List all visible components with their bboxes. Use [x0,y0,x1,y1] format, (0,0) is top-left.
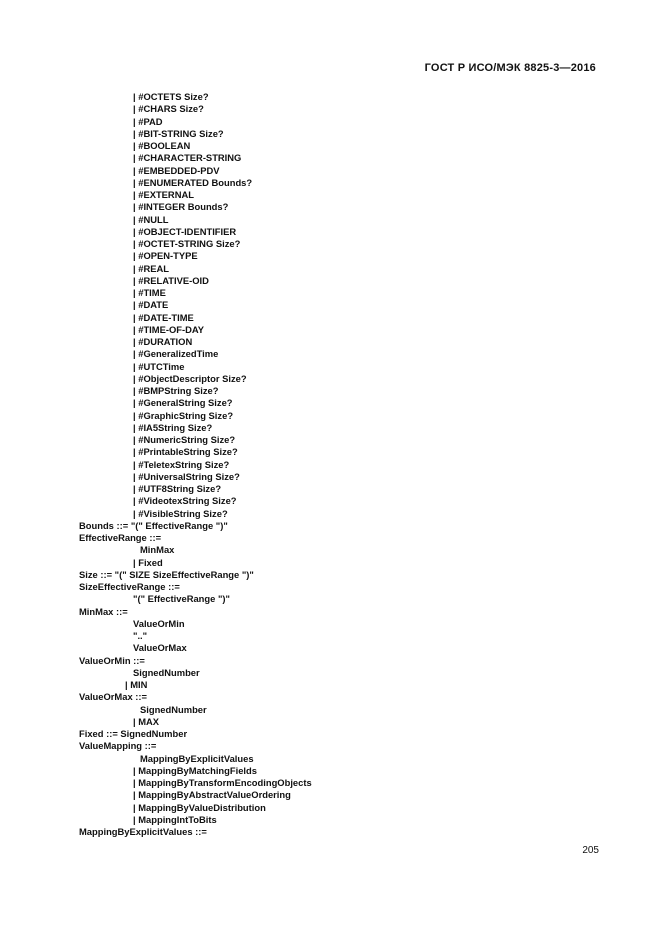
grammar-line-text: | Fixed [133,556,163,568]
grammar-line-text: ValueOrMin [133,617,185,629]
grammar-line-text: | MIN [125,679,148,690]
grammar-line-text: | #OBJECT-IDENTIFIER [133,225,237,237]
grammar-line-text: | #ENUMERATED Bounds? [133,176,253,188]
grammar-line-text: | MappingIntToBits [133,813,217,825]
grammar-line-text: | #CHARACTER-STRING [133,152,242,164]
grammar-line-text: SizeEffectiveRange ::= [79,581,180,592]
grammar-line-text: | #NULL [133,213,169,225]
grammar-line-text: EffectiveRange ::= [79,532,162,543]
grammar-line-text: ValueOrMax [133,642,187,654]
grammar-line-text: | #OCTETS Size? [133,91,209,102]
grammar-line-text: MappingByExplicitValues ::= [79,826,207,837]
grammar-line-text: | MappingByAbstractValueOrdering [133,789,291,801]
page-number: 205 [582,845,599,856]
grammar-line-text: | #VisibleString Size? [133,507,228,519]
grammar-line-text: | #BMPString Size? [133,385,219,396]
grammar-line-text: | #RELATIVE-OID [133,274,209,286]
grammar-line-text: | #IA5String Size? [133,421,213,433]
grammar-line-text: | #INTEGER Bounds? [133,201,229,213]
grammar-line-text: Bounds ::= "(" EffectiveRange ")" [79,519,228,531]
grammar-line-text: | #PrintableString Size? [133,446,238,458]
grammar-line-text: | MappingByMatchingFields [133,764,257,776]
grammar-line-text: | #NumericString Size? [133,434,236,445]
grammar-line-text: ValueOrMax ::= [79,691,147,703]
grammar-line-text: | #GeneralizedTime [133,348,219,360]
grammar-line-text: | #DURATION [133,336,193,347]
grammar-line-text: | #DATE-TIME [133,311,194,323]
grammar-line-text: | #TeletexString Size? [133,458,230,470]
grammar-line-text: | #GraphicString Size? [133,409,234,421]
grammar-line-text: SignedNumber [140,703,207,715]
grammar-line-text: | #UTCTime [133,360,185,372]
document-header: ГОСТ Р ИСО/МЭК 8825-3—2016 [424,62,596,74]
grammar-line-text: | #TIME-OF-DAY [133,323,205,335]
grammar-line-text: | #UTF8String Size? [133,483,222,494]
grammar-line-text: Fixed ::= SignedNumber [79,728,188,739]
grammar-line-text: ".." [133,630,148,641]
grammar-line-text: MinMax [140,544,175,556]
grammar-line-text: "(" EffectiveRange ")" [133,593,230,605]
grammar-line-text: | #TIME [133,287,166,298]
grammar-line-text: | #BIT-STRING Size? [133,127,224,139]
grammar-line-text: | #REAL [133,262,169,274]
grammar-line-text: | #CHARS Size? [133,103,204,115]
grammar-line-text: | #PAD [133,115,163,127]
grammar-line-text: | #OPEN-TYPE [133,250,198,262]
grammar-line-text: | MAX [133,715,160,727]
grammar-line-text: | #EXTERNAL [133,189,194,200]
grammar-line-text: | #UniversalString Size? [133,470,240,482]
grammar-line-text: ValueMapping ::= [79,740,157,752]
grammar-line-text: | #EMBEDDED-PDV [133,164,220,176]
grammar-line-text: Size ::= "(" SIZE SizeEffectiveRange ")" [79,568,254,580]
grammar-line-text: | #ObjectDescriptor Size? [133,372,247,384]
grammar-line-text: | MappingByValueDistribution [133,801,266,813]
grammar-line-text: ValueOrMin ::= [79,654,145,666]
grammar-line-text: | MappingByTransformEncodingObjects [133,777,312,788]
grammar-line-text: | #OCTET-STRING Size? [133,238,241,249]
grammar-line-text: | #VideotexString Size? [133,495,237,507]
grammar-line-text: MappingByExplicitValues [140,752,254,764]
grammar-line-text: | #GeneralString Size? [133,397,233,409]
grammar-line-text: | #BOOLEAN [133,140,191,151]
grammar-line-text: | #DATE [133,299,169,311]
grammar-line-text: MinMax ::= [79,605,128,617]
grammar-line-text: SignedNumber [133,666,200,678]
